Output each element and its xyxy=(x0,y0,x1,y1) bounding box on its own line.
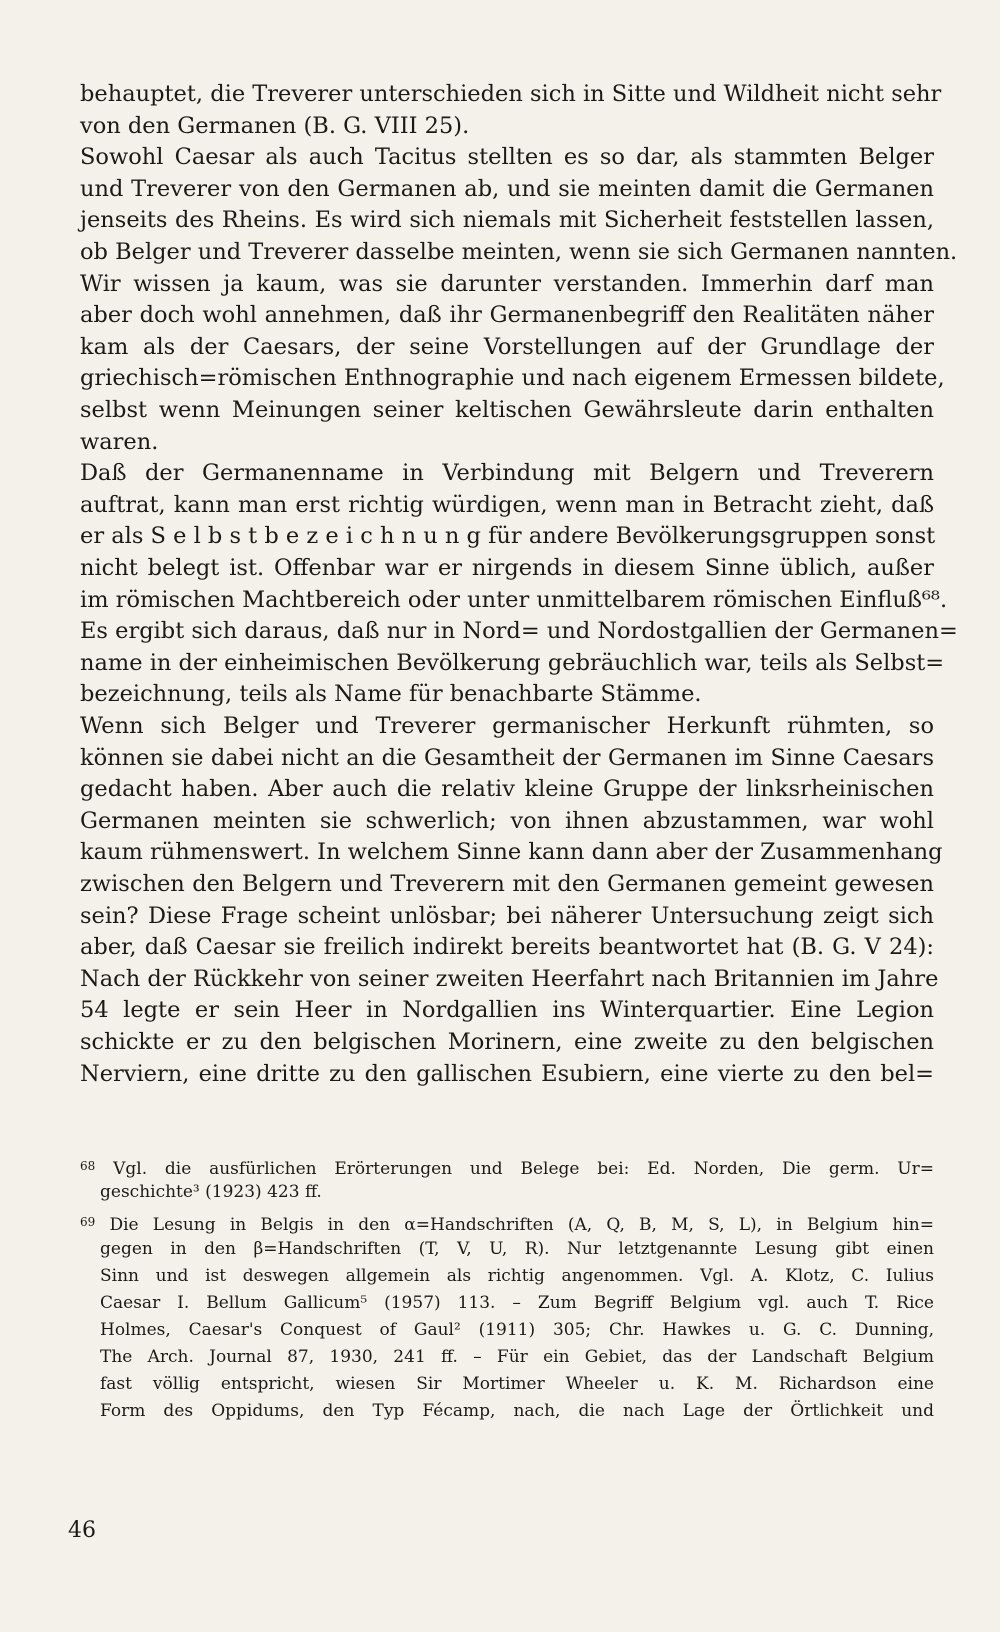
footnote-text: Caesar I. Bellum Gallicum⁵ (1957) 113. – Zum Begriff Belgium vgl. auch T. Rice xyxy=(100,1293,934,1313)
body-line: Wir wissen ja kaum, was sie darunter verstanden. Immerhin darf man xyxy=(80,270,934,297)
footnote-text: Holmes, Caesar's Conquest of Gaul² (1911) 305; Chr. Hawkes u. G. C. Dunning, xyxy=(100,1320,934,1340)
body-line: aber doch wohl annehmen, daß ihr Germanenbegriff den Realitäten näher xyxy=(80,302,934,329)
body-line: bezeichnung, teils als Name für benachbarte Stämme. xyxy=(80,681,702,708)
footnote-text: Die Lesung in Belgis in den α=Handschriften (A, Q, B, M, S, L), in Belgium hin= xyxy=(109,1215,934,1235)
body-line: selbst wenn Meinungen seiner keltischen Gewährsleute darin enthalten xyxy=(80,397,934,423)
footnote-text: gegen in den β=Handschriften (T, V, U, R). Nur letztgenannte Lesung gibt einen xyxy=(100,1239,934,1259)
body-line: aber, daß Caesar sie freilich indirekt bereits beantwortet hat (B. G. V 24): xyxy=(80,934,934,961)
body-line: im römischen Machtbereich oder unter unmittelbarem römischen Einfluß⁶⁸. xyxy=(80,586,948,613)
footnote-text: Vgl. die ausfürlichen Erörterungen und Belege bei: Ed. Norden, Die germ. Ur= xyxy=(113,1159,935,1179)
body-line: kaum rühmenswert. In welchem Sinne kann dann aber der Zusammenhang xyxy=(80,839,943,866)
footnote-number: 69 xyxy=(80,1215,96,1229)
body-line: waren. xyxy=(80,428,159,455)
footnote-line xyxy=(80,1263,934,1289)
body-line: gedacht haben. Aber auch die relativ kleine Gruppe der linksrheinischen xyxy=(80,776,934,803)
footnote-line xyxy=(80,1371,934,1397)
body-line: Wenn sich Belger und Treverer germanischer Herkunft rühmten, so xyxy=(80,713,934,739)
footnote-line xyxy=(80,1398,934,1424)
body-line: schickte er zu den belgischen Morinern, eine zweite zu den belgischen xyxy=(80,1029,934,1055)
footnote-line xyxy=(80,1179,934,1205)
body-line: nicht belegt ist. Offenbar war er nirgends in diesem Sinne üblich, außer xyxy=(80,555,934,581)
body-line: jenseits des Rheins. Es wird sich niemals mit Sicherheit feststellen lassen, xyxy=(80,207,934,234)
body-line: sein? Diese Frage scheint unlösbar; bei näherer Untersuchung zeigt sich xyxy=(80,902,934,929)
footnote-line xyxy=(80,1344,934,1370)
footnote-text: Sinn und ist deswegen allgemein als richtig angenommen. Vgl. A. Klotz, C. Iulius xyxy=(100,1266,934,1286)
body-line: ob Belger und Treverer dasselbe meinten, wenn sie sich Germanen nannten. xyxy=(80,239,958,265)
body-line: zwischen den Belgern und Treverern mit den Germanen gemeint gewesen xyxy=(80,871,934,897)
body-line: kam als der Caesars, der seine Vorstellungen auf der Grundlage der xyxy=(80,333,934,360)
body-line: name in der einheimischen Bevölkerung gebräuchlich war, teils als Selbst= xyxy=(80,649,945,676)
body-line: 54 legte er sein Heer in Nordgallien ins Winterquartier. Eine Legion xyxy=(80,997,934,1024)
body-line: Nach der Rückkehr von seiner zweiten Heerfahrt nach Britannien im Jahre xyxy=(80,965,939,992)
body-text xyxy=(80,78,958,1138)
footnote-text: geschichte³ (1923) 423 ff. xyxy=(100,1182,322,1202)
footnote-text: Form des Oppidums, den Typ Fécamp, nach, die nach Lage der Örtlichkeit und xyxy=(100,1401,934,1421)
body-line: er als S e l b s t b e z e i c h n u n g für andere Bevölkerungsgruppen sonst xyxy=(80,523,936,550)
body-line: Nerviern, eine dritte zu den gallischen Esubiern, eine vierte zu den bel= xyxy=(80,1060,934,1087)
footnote-line xyxy=(80,1153,934,1179)
footnote-number: 68 xyxy=(80,1159,96,1173)
body-line: Germanen meinten sie schwerlich; von ihnen abzustammen, war wohl xyxy=(80,807,934,834)
footnote-line xyxy=(80,1209,934,1235)
body-line: und Treverer von den Germanen ab, und sie meinten damit die Germanen xyxy=(80,175,934,202)
page-number: 46 xyxy=(68,1518,96,1543)
body-line: griechisch=römischen Enthnographie und nach eigenem Ermessen bildete, xyxy=(80,365,945,392)
footnote-text: The Arch. Journal 87, 1930, 241 ff. – Für ein Gebiet, das der Landschaft Belgium xyxy=(100,1347,934,1367)
footnotes xyxy=(80,1153,934,1423)
body-line: Daß der Germanenname in Verbindung mit Belgern und Treverern xyxy=(80,460,934,487)
footnote-line xyxy=(80,1317,934,1343)
footnote-line xyxy=(80,1290,934,1316)
body-line: auftrat, kann man erst richtig würdigen, wenn man in Betracht zieht, daß xyxy=(80,491,934,518)
body-line: Sowohl Caesar als auch Tacitus stellten es so dar, als stammten Belger xyxy=(80,144,934,171)
body-line: behauptet, die Treverer unterschieden sich in Sitte und Wildheit nicht sehr xyxy=(80,81,942,107)
footnote-text: fast völlig entspricht, wiesen Sir Mortimer Wheeler u. K. M. Richardson eine xyxy=(100,1374,934,1394)
body-line: können sie dabei nicht an die Gesamtheit der Germanen im Sinne Caesars xyxy=(80,744,934,771)
body-line: Es ergibt sich daraus, daß nur in Nord= und Nordostgallien der Germanen= xyxy=(80,618,958,645)
footnote-line xyxy=(80,1236,934,1262)
body-line: von den Germanen (B. G. VIII 25). xyxy=(80,112,470,139)
